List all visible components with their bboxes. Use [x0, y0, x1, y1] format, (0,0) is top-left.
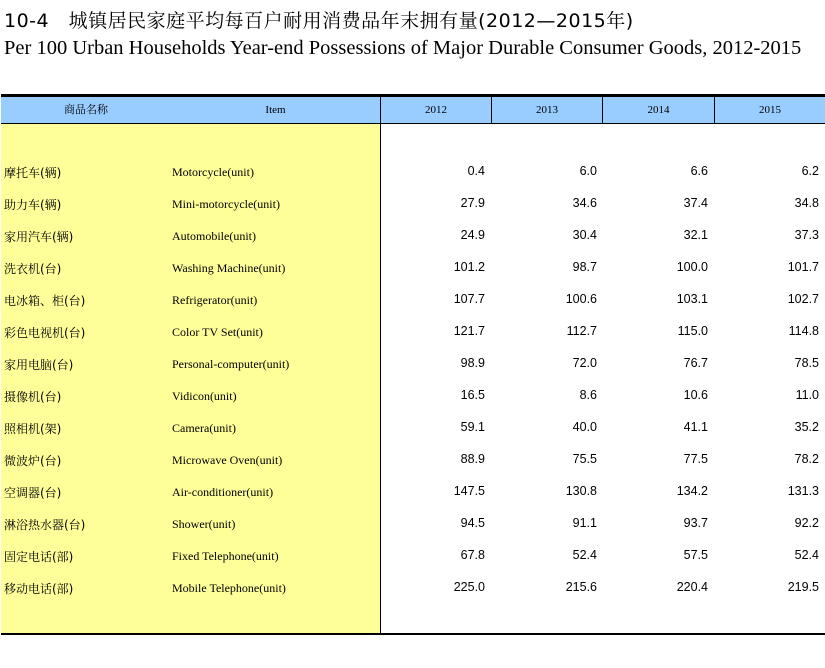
value-cell-2014: 76.7 — [683, 356, 708, 370]
value-cell-2013: 72.0 — [572, 356, 597, 370]
value-cell-2012: 24.9 — [460, 228, 485, 242]
value-cell-2012: 147.5 — [453, 484, 485, 498]
value-cell-2014: 100.0 — [676, 260, 708, 274]
value-cell-2014: 93.7 — [683, 516, 708, 530]
header-name-cn: 商品名称 — [64, 103, 108, 116]
header-year-2013: 2013 — [536, 104, 558, 116]
table-row — [1, 444, 825, 476]
title-english: Per 100 Urban Households Year-end Possessions of Major Durable Consumer Goods, 2012-2015 — [4, 37, 802, 59]
item-name-cn: 空调器(台) — [4, 486, 62, 500]
item-name-en: Camera(unit) — [172, 421, 236, 435]
value-cell-2012: 27.9 — [460, 196, 485, 210]
item-name-en: Refrigerator(unit) — [172, 293, 258, 307]
table-row — [1, 188, 825, 220]
item-name-cn: 淋浴热水器(台) — [4, 518, 86, 532]
value-cell-2015: 78.5 — [794, 356, 819, 370]
table-row — [1, 284, 825, 316]
value-cell-2013: 6.0 — [579, 164, 597, 178]
table-row — [1, 380, 825, 412]
item-name-cn: 照相机(架) — [4, 422, 62, 436]
value-cell-2014: 32.1 — [683, 228, 708, 242]
value-cell-2012: 59.1 — [460, 420, 485, 434]
value-cell-2015: 35.2 — [794, 420, 819, 434]
table-row — [1, 412, 825, 444]
value-cell-2013: 52.4 — [572, 548, 597, 562]
value-cell-2012: 16.5 — [460, 388, 485, 402]
table-row — [1, 316, 825, 348]
item-name-cn: 助力车(辆) — [4, 198, 62, 212]
header-year-2014: 2014 — [647, 104, 670, 116]
value-cell-2013: 215.6 — [565, 580, 597, 594]
value-cell-2013: 40.0 — [572, 420, 597, 434]
header-year-2015: 2015 — [759, 104, 781, 116]
data-table — [1, 94, 825, 635]
item-name-cn: 摩托车(辆) — [4, 166, 62, 180]
item-name-cn: 洗衣机(台) — [4, 262, 62, 276]
item-name-en: Color TV Set(unit) — [172, 325, 263, 339]
value-cell-2015: 37.3 — [794, 228, 819, 242]
item-name-en: Shower(unit) — [172, 517, 236, 531]
value-cell-2013: 8.6 — [579, 388, 597, 402]
table-row — [1, 156, 825, 188]
value-cell-2012: 67.8 — [460, 548, 485, 562]
item-name-en: Automobile(unit) — [172, 229, 256, 243]
item-name-cn: 移动电话(部) — [4, 582, 74, 596]
item-name-en: Personal-computer(unit) — [172, 357, 290, 371]
item-name-en: Washing Machine(unit) — [172, 261, 286, 275]
value-cell-2015: 219.5 — [787, 580, 819, 594]
header-year-2012: 2012 — [425, 104, 447, 116]
value-cell-2013: 100.6 — [565, 292, 597, 306]
value-cell-2013: 30.4 — [572, 228, 597, 242]
value-cell-2015: 102.7 — [787, 292, 819, 306]
item-name-en: Mini-motorcycle(unit) — [172, 197, 280, 211]
table-header — [1, 97, 825, 124]
value-cell-2014: 57.5 — [683, 548, 708, 562]
value-cell-2014: 220.4 — [676, 580, 708, 594]
value-cell-2012: 107.7 — [453, 292, 485, 306]
value-cell-2013: 98.7 — [572, 260, 597, 274]
value-cell-2013: 112.7 — [566, 324, 597, 338]
value-cell-2014: 6.6 — [690, 164, 708, 178]
item-name-cn: 摄像机(台) — [4, 390, 62, 404]
value-cell-2015: 114.8 — [788, 324, 819, 338]
item-name-cn: 微波炉(台) — [4, 454, 62, 468]
item-name-en: Air-conditioner(unit) — [172, 485, 274, 499]
item-name-en: Mobile Telephone(unit) — [172, 581, 286, 595]
item-name-cn: 固定电话(部) — [4, 550, 74, 564]
item-name-en: Vidicon(unit) — [172, 389, 237, 403]
item-name-en: Fixed Telephone(unit) — [172, 549, 279, 563]
value-cell-2015: 78.2 — [794, 452, 819, 466]
value-cell-2015: 101.7 — [787, 260, 819, 274]
value-cell-2014: 77.5 — [683, 452, 708, 466]
title-chinese: 10-4 城镇居民家庭平均每百户耐用消费品年末拥有量(2012—2015年) — [4, 10, 634, 32]
value-cell-2012: 225.0 — [453, 580, 485, 594]
table-row — [1, 476, 825, 508]
value-cell-2014: 41.1 — [683, 420, 708, 434]
item-name-en: Motorcycle(unit) — [172, 165, 254, 179]
value-cell-2013: 130.8 — [565, 484, 597, 498]
item-name-cn: 家用汽车(辆) — [4, 230, 74, 244]
item-name-en: Microwave Oven(unit) — [172, 453, 283, 467]
value-cell-2015: 52.4 — [794, 548, 819, 562]
table-row — [1, 508, 825, 540]
table-row — [1, 348, 825, 380]
item-name-cn: 电冰箱、柜(台) — [4, 294, 86, 308]
value-cell-2015: 6.2 — [801, 164, 819, 178]
value-cell-2012: 121.7 — [453, 324, 485, 338]
table-row — [1, 572, 825, 604]
value-cell-2012: 94.5 — [460, 516, 485, 530]
value-cell-2012: 0.4 — [467, 164, 485, 178]
value-cell-2015: 34.8 — [794, 196, 819, 210]
table-row — [1, 220, 825, 252]
value-cell-2015: 131.3 — [787, 484, 819, 498]
value-cell-2014: 37.4 — [683, 196, 708, 210]
value-cell-2014: 134.2 — [676, 484, 708, 498]
value-cell-2013: 91.1 — [572, 516, 597, 530]
value-cell-2012: 101.2 — [453, 260, 485, 274]
value-cell-2013: 34.6 — [572, 196, 597, 210]
value-cell-2015: 11.0 — [795, 388, 819, 402]
table-row — [1, 252, 825, 284]
value-cell-2015: 92.2 — [794, 516, 819, 530]
item-name-cn: 彩色电视机(台) — [4, 326, 86, 340]
header-item: Item — [265, 104, 286, 116]
table-bottom-rule — [1, 633, 825, 635]
value-cell-2012: 98.9 — [460, 356, 485, 370]
value-cell-2012: 88.9 — [460, 452, 485, 466]
value-cell-2014: 115.0 — [677, 324, 708, 338]
item-name-cn: 家用电脑(台) — [4, 358, 74, 372]
value-cell-2014: 103.1 — [676, 292, 708, 306]
value-cell-2013: 75.5 — [572, 452, 597, 466]
table-row — [1, 540, 825, 572]
value-cell-2014: 10.6 — [683, 388, 708, 402]
